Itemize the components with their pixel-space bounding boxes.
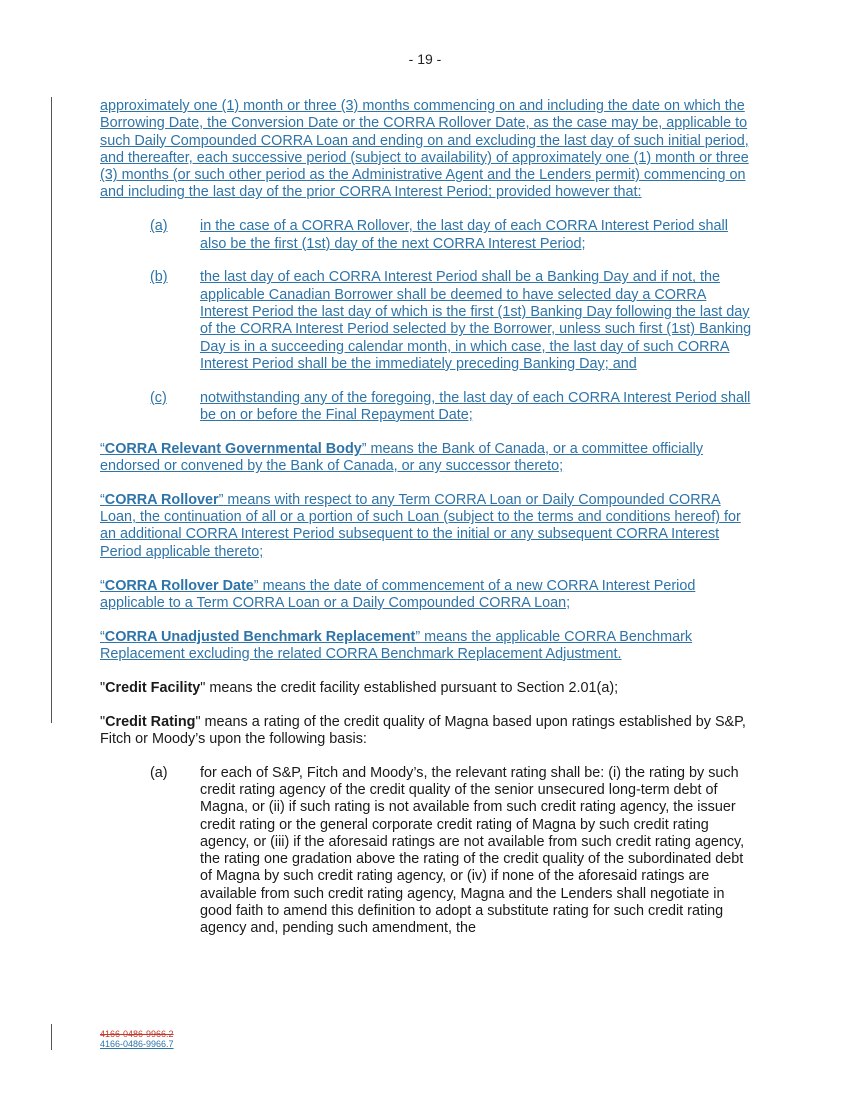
definition-text: means the Bank of Canada, or a committee officially endorsed or convened by the Bank of Canada, or any successor thereto; xyxy=(100,440,704,475)
definition-credit-rating xyxy=(100,714,755,749)
open-quote: “ xyxy=(100,577,105,594)
document-footer xyxy=(100,1029,174,1049)
item-label: (b) xyxy=(150,269,168,286)
change-bar xyxy=(51,97,52,723)
page-number: - 19 - xyxy=(408,51,442,67)
defined-term: Credit Facility xyxy=(105,679,201,696)
defined-term: CORRA Rollover xyxy=(104,491,219,508)
close-quote: " xyxy=(195,713,201,730)
defined-term: Credit Rating xyxy=(105,713,196,730)
interest-period-continuation: approximately one (1) month or three (3) months commencing on and including the date on which the Borrowing Date, the Conversion Date or the CORRA Rollover Date, as the case may be, applicable to such Daily Compounded CORRA Loan and ending on and excluding the last day of such initial period, and thereafter, each successive period (subject to availability) of approximately one (1) month or three (3) months (or such other period as the Administrative Agent and the Lenders permit) commencing on and including the last day of the prior CORRA Interest Period; provided however that: xyxy=(100,98,749,201)
item-text: in the case of a CORRA Rollover, the last day of each CORRA Interest Period shall also be the first (1st) day of the next CORRA Interest Period; xyxy=(200,218,728,252)
definition-text: means a rating of the credit quality of Magna based upon ratings established by S&P, Fitch or Moody’s upon the following basis: xyxy=(100,713,746,747)
definition-corra-relevant-governmental-body xyxy=(100,441,755,476)
close-quote: ” xyxy=(218,491,224,508)
definition-text: means the date of commencement of a new CORRA Interest Period applicable to a Term CORRA Loan or a Daily Compounded CORRA Loan; xyxy=(100,577,696,611)
footer-change-bar xyxy=(51,1024,52,1050)
definition-text: means the credit facility established pursuant to Section 2.01(a); xyxy=(205,679,619,696)
definition-corra-unadjusted-benchmark-replacement xyxy=(100,629,755,664)
defined-term: CORRA Rollover Date xyxy=(104,577,254,594)
defined-term: CORRA Relevant Governmental Body xyxy=(104,440,362,457)
definition-corra-rollover-date xyxy=(100,578,755,613)
open-quote: “ xyxy=(100,491,105,508)
inserted-document-id: 4166-0486-9966.7 xyxy=(100,1039,174,1049)
close-quote: " xyxy=(200,679,206,696)
document-body xyxy=(100,98,755,954)
definition-text: means the applicable CORRA Benchmark Replacement excluding the related CORRA Benchmark Replacement Adjustment. xyxy=(100,628,693,662)
definition-text: means with respect to any Term CORRA Loan or Daily Compounded CORRA Loan, the continuation of all or a portion of such Loan (subject to the terms and conditions hereof) for an additional CORRA Interest Period subsequent to the initial or any subsequent CORRA Interest Period applicable thereto; xyxy=(100,491,741,560)
interest-item-c xyxy=(150,390,755,425)
open-quote: “ xyxy=(100,628,105,645)
defined-term: CORRA Unadjusted Benchmark Replacement xyxy=(104,628,416,645)
deleted-document-id: 4166-0486-9966.2 xyxy=(100,1029,174,1039)
open-quote: “ xyxy=(100,440,105,457)
close-quote: ” xyxy=(253,577,259,594)
open-quote: " xyxy=(100,713,106,730)
item-text: the last day of each CORRA Interest Period shall be a Banking Day and if not, the applicable Canadian Borrower shall be deemed to have selected day a CORRA Interest Period the last day of which is the first (1st) Banking Day following the last day of the CORRA Interest Period selected by the Borrower, unless such first (1st) Banking Day is in a succeeding calendar month, in which case, the last day of such CORRA Interest Period shall be the immediately preceding Banking Day; and xyxy=(200,269,752,372)
close-quote: ” xyxy=(415,628,421,645)
open-quote: " xyxy=(100,679,106,696)
interest-item-a xyxy=(150,218,755,253)
credit-rating-item-a xyxy=(150,765,755,938)
definition-credit-facility xyxy=(100,680,755,697)
item-label: (a) xyxy=(150,764,168,781)
item-text: for each of S&P, Fitch and Moody’s, the relevant rating shall be: (i) the rating by such credit rating agency of the credit quality of the senior unsecured long-term debt of Magna, or (ii) if such rating is not available from such credit rating agency, the issuer credit rating or the general corporate credit rating of Magna by such credit rating agency, or (iii) if the aforesaid ratings are not available from such credit rating agency, the rating one gradation above the rating of the credit quality of the subordinated debt of Magna by such credit rating agency, or (iv) if none of the aforesaid ratings are available from such credit rating agency, Magna and the Lenders shall negotiate in good faith to amend this definition to adopt a substitute rating for such credit rating agency and, pending such amendment, the xyxy=(200,764,745,937)
definition-corra-rollover xyxy=(100,492,755,561)
interest-item-b xyxy=(150,269,755,373)
item-label: (a) xyxy=(150,218,168,235)
close-quote: ” xyxy=(361,440,367,457)
item-label: (c) xyxy=(150,389,167,406)
item-text: notwithstanding any of the foregoing, the last day of each CORRA Interest Period shall be on or before the Final Repayment Date; xyxy=(200,389,751,423)
